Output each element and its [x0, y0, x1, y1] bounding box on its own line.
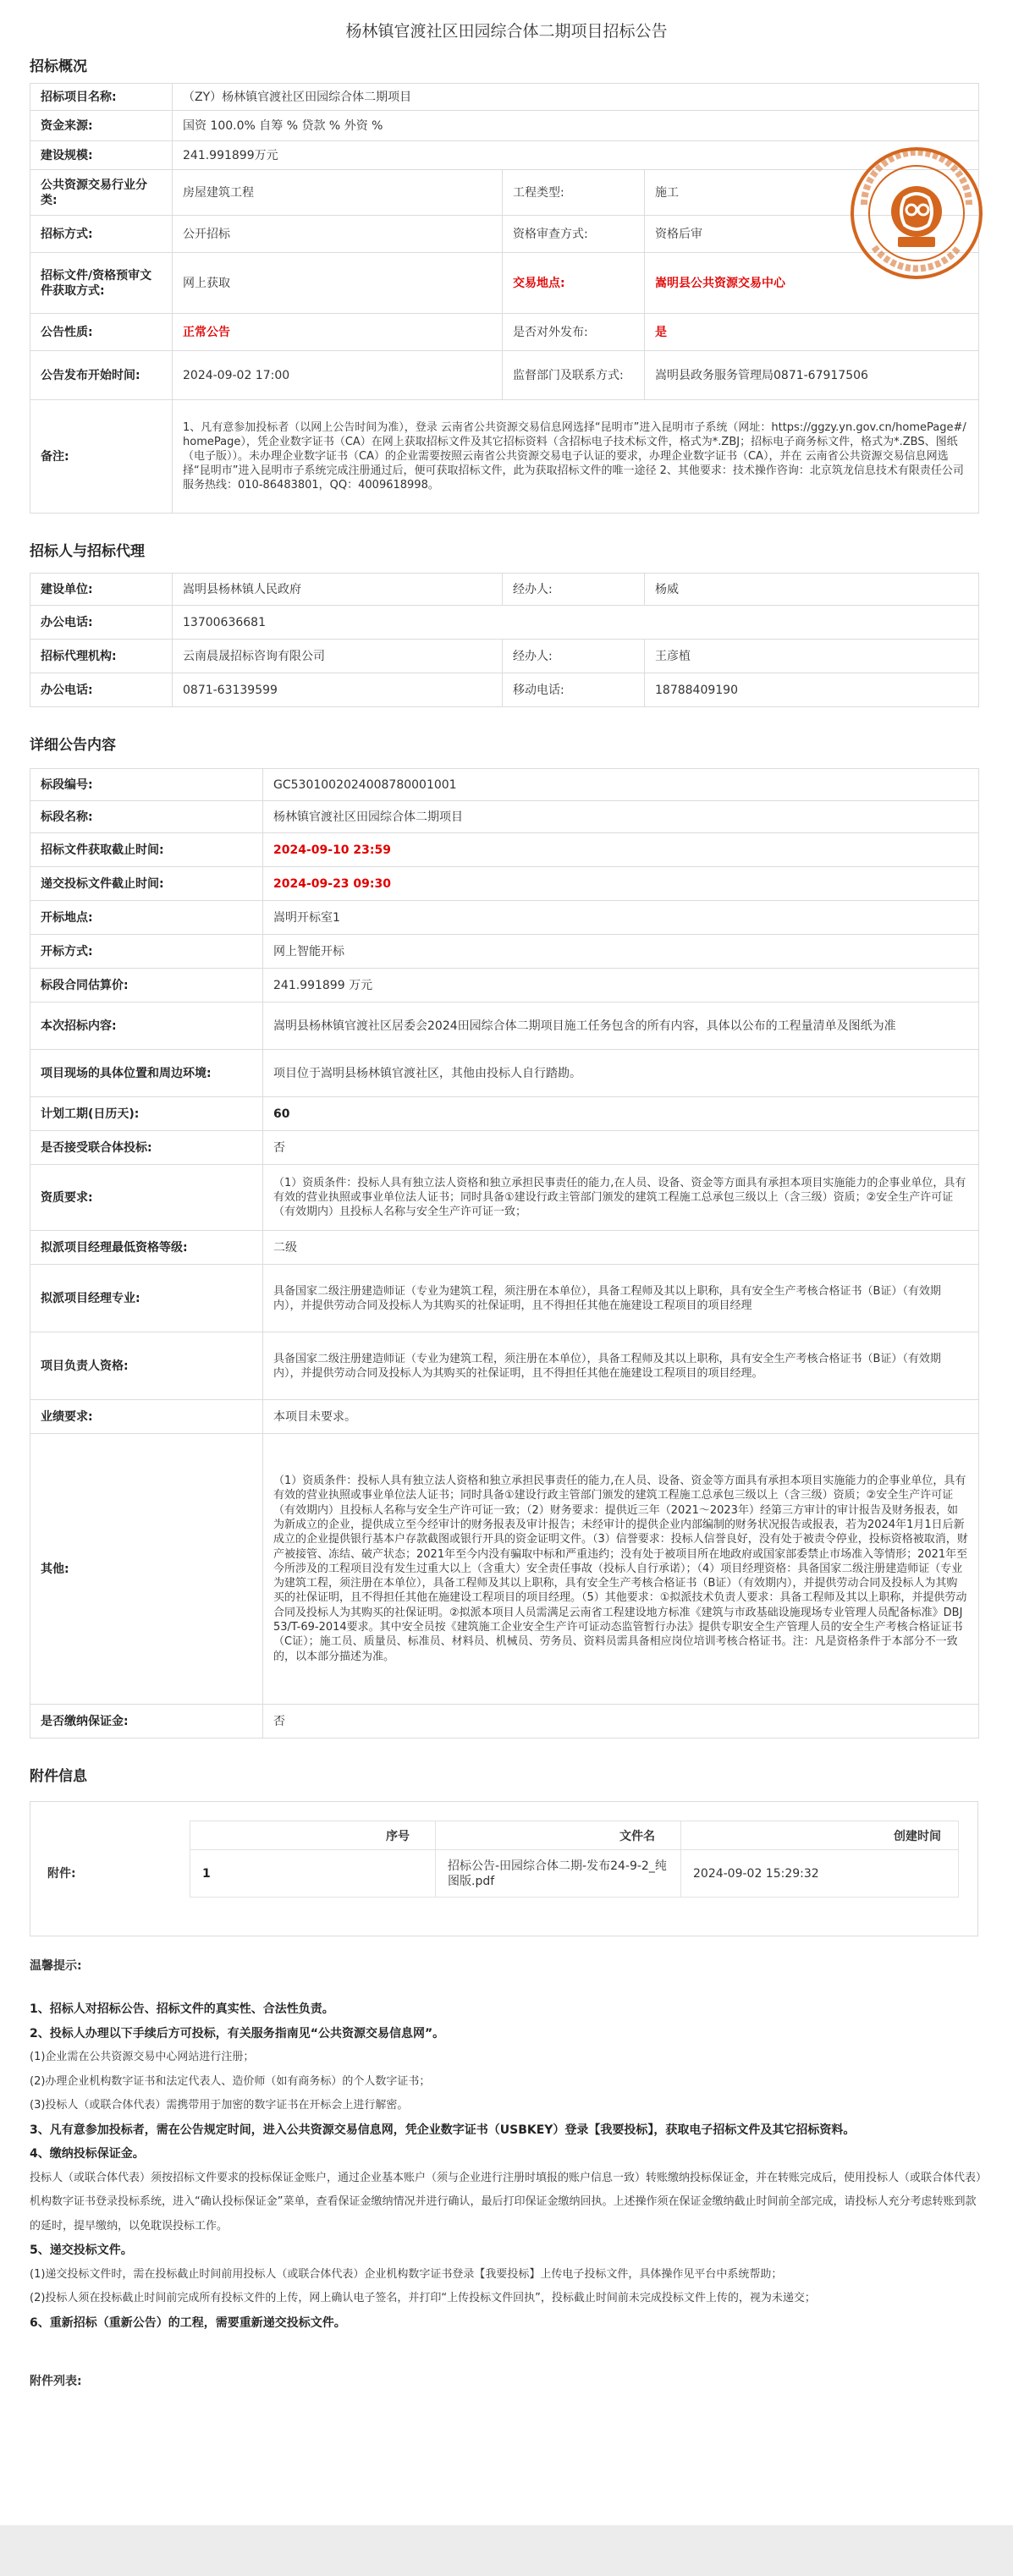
table-row: [30, 801, 979, 833]
detail-label: 是否接受联合体投标:: [30, 1131, 263, 1165]
table-row: [30, 351, 979, 400]
table-row: [30, 901, 979, 935]
nature-value: 正常公告: [173, 314, 503, 351]
notes-line: 2、投标人办理以下手续后方可投标，有关服务指南见“公共资源交易信息网”。: [30, 2026, 445, 2040]
detail-value: 嵩明县杨林镇官渡社区居委会2024田园综合体二期项目施工任务包含的所有内容，具体以公布的工程量清单及图纸为准: [263, 1002, 979, 1050]
seal-stamp-icon: [849, 146, 984, 281]
type-label: 工程类型:: [503, 170, 645, 216]
publish-label: 公告发布开始时间:: [30, 351, 173, 400]
table-row: [30, 640, 979, 673]
detail-value: 2024-09-10 23:59: [263, 833, 979, 867]
section-title-attachments: 附件信息: [30, 1768, 87, 1785]
table-row: [30, 84, 979, 111]
detail-value: 本项目未要求。: [263, 1400, 979, 1434]
notes-line: 4、缴纳投标保证金。: [30, 2147, 145, 2161]
table-row: [30, 1434, 979, 1705]
table-row: [30, 1231, 979, 1265]
table-row: [30, 769, 979, 801]
detail-label: 本次招标内容:: [30, 1002, 263, 1050]
owner-phone-label: 办公电话:: [30, 606, 173, 640]
notes-line: (1)递交投标文件时，需在投标截止时间前用投标人（或联合体代表）企业机构数字证书登录【我要投标】上传电子投标文件，具体操作见平台中系统帮助；: [30, 2267, 783, 2281]
notes-line: 1、招标人对招标公告、招标文件的真实性、合法性负责。: [30, 2002, 334, 2016]
qual-value: 资格后审: [645, 216, 979, 253]
agency-phone-label: 办公电话:: [30, 673, 173, 707]
agency-mobile-value: 18788409190: [645, 673, 979, 707]
table-row: [30, 1705, 979, 1738]
table-row: [30, 606, 979, 640]
online-value: 是: [645, 314, 979, 351]
section-title-detail: 详细公告内容: [30, 737, 116, 754]
agency-label: 招标代理机构:: [30, 640, 173, 673]
online-label: 是否对外发布:: [503, 314, 645, 351]
publish-value: 2024-09-02 17:00: [173, 351, 503, 400]
notes-section: [30, 1936, 983, 2389]
remark-label: 备注:: [30, 400, 173, 514]
notes-line: 6、重新招标（重新公告）的工程，需要重新递交投标文件。: [30, 2315, 346, 2330]
owner-agent-value: 杨威: [645, 574, 979, 606]
detail-label: 开标方式:: [30, 935, 263, 969]
table-row: [30, 111, 979, 141]
section-title-overview: 招标概况: [30, 58, 87, 75]
table-row: [30, 673, 979, 707]
detail-label: 业绩要求:: [30, 1400, 263, 1434]
detail-label: 递交投标文件截止时间:: [30, 867, 263, 901]
detail-value: 项目位于嵩明县杨林镇官渡社区，其他由投标人自行踏勘。: [263, 1050, 979, 1097]
table-row: [30, 1050, 979, 1097]
fund-value: 国资 100.0% 自筹 % 贷款 % 外资 %: [173, 111, 979, 141]
notes-heading: 温馨提示:: [30, 1959, 82, 1973]
notes-line: 5、递交投标文件。: [30, 2244, 133, 2257]
fund-label: 资金来源:: [30, 111, 173, 141]
detail-label: 项目负责人资格:: [30, 1332, 263, 1400]
detail-value: 二级: [263, 1231, 979, 1265]
detail-label: 标段名称:: [30, 801, 263, 833]
table-row: [30, 216, 979, 253]
detail-label: 资质要求:: [30, 1165, 263, 1231]
detail-value: 2024-09-23 09:30: [263, 867, 979, 901]
project-name-label: 招标项目名称:: [30, 84, 173, 111]
category-label: 公共资源交易行业分类:: [30, 170, 173, 216]
table-row: [30, 1400, 979, 1434]
owner-phone-value: 13700636681: [173, 606, 979, 640]
notes-line: 3、凡有意参加投标者，需在公告规定时间，进入公共资源交易信息网，凭企业数字证书（USBKEY）登录【我要投标】，获取电子招标文件及其它招标资料。: [30, 2123, 856, 2137]
table-row: [30, 141, 979, 170]
detail-table: [30, 768, 979, 1738]
attach-header-time: 创建时间: [681, 1821, 959, 1850]
table-row: [30, 1097, 979, 1131]
project-name-value: （ZY）杨林镇官渡社区田园综合体二期项目: [173, 84, 979, 111]
detail-value: （1）资质条件：投标人具有独立法人资格和独立承担民事责任的能力,在人员、设备、资金等方面具有承担本项目实施能力的企事业单位，具有有效的营业执照或事业单位法人证书；同时具备①建设行政主管部门颁发的建筑工程施工总承包三级以上（含三级）资质；②安全生产许可证（有效期内）且投标人名称与安全生产许可证一致；: [263, 1165, 979, 1231]
detail-value: 具备国家二级注册建造师证（专业为建筑工程，须注册在本单位），具备工程师及其以上职称，具有安全生产考核合格证书（B证）（有效期内），并提供劳动合同及投标人为其购买的社保证明，且不得担任其他在施建设工程项目的项目经理。: [263, 1332, 979, 1400]
detail-label: 开标地点:: [30, 901, 263, 935]
category-value: 房屋建筑工程: [173, 170, 503, 216]
attach-list-label: 附件列表:: [30, 2375, 82, 2388]
table-row: [30, 1002, 979, 1050]
detail-value: 否: [263, 1705, 979, 1738]
venue-label: 交易地点:: [503, 253, 645, 314]
detail-label: 招标文件获取截止时间:: [30, 833, 263, 867]
agency-agent-value: 王彦植: [645, 640, 979, 673]
method-label: 招标方式:: [30, 216, 173, 253]
table-row: [30, 314, 979, 351]
detail-label: 标段合同估算价:: [30, 969, 263, 1002]
table-row: [30, 867, 979, 901]
notes-line: 投标人（或联合体代表）须按招标文件要求的投标保证金账户，通过企业基本账户（须与企业进行注册时填报的账户信息一致）转账缴纳投标保证金，并在转账完成后，使用投标人（或联合体代表）机构数字证书登录投标系统，进入“确认投标保证金”菜单，查看保证金缴纳情况并进行确认，最后打印保证金缴纳回执。上述操作须在保证金缴纳截止时间前全部完成，请投标人充分考虑转账到款的延时，提早缴纳，以免耽误投标工作。: [30, 2171, 982, 2233]
attachments-box: [30, 1801, 978, 1936]
notes-line: (2)办理企业机构数字证书和法定代表人、造价师（如有商务标）的个人数字证书；: [30, 2074, 431, 2088]
notes-line: (2)投标人须在投标截止时间前完成所有投标文件的上传，网上确认电子签名，并打印“上传投标文件回执”，投标截止时间前未完成投标文件上传的，视为未递交；: [30, 2292, 816, 2304]
attach-header-no: 序号: [190, 1821, 436, 1850]
overview-table: [30, 83, 979, 514]
scale-value: 241.991899万元: [173, 141, 979, 170]
nature-label: 公告性质:: [30, 314, 173, 351]
owner-agent-label: 经办人:: [503, 574, 645, 606]
detail-label: 标段编号:: [30, 769, 263, 801]
detail-value: 60: [263, 1097, 979, 1131]
table-row: [190, 1850, 959, 1898]
detail-value: 否: [263, 1131, 979, 1165]
detail-value: 241.991899 万元: [263, 969, 979, 1002]
table-row: [30, 833, 979, 867]
notes-body: [30, 1997, 983, 2335]
table-row: [30, 1165, 979, 1231]
venue-value: 嵩明县公共资源交易中心: [645, 253, 979, 314]
table-row: [30, 969, 979, 1002]
remark-value: 1、凡有意参加投标者（以网上公告时间为准），登录 云南省公共资源交易信息网选择“昆明市”进入昆明市子系统（网址：https://ggzy.yn.gov.cn/homePage#/homePage），凭企业数字证书（CA）在网上获取招标文件及其它招标资料（含招标电子技术标文件，格式为*.ZBJ；招标电子商务标文件，格式为*.ZBS、图纸（电子版））。未办理企业数字证书（CA）的企业需要按照云南省公共资源交易电子认证的要求，办理企业数字证书（CA），并在 云南省公共资源交易信息网选择“昆明市”进入昆明市子系统完成注册通过后，便可获取招标文件，此为获取招标文件的唯一途径 2、其他要求：技术操作咨询：北京筑龙信息技术有限责任公司 服务热线：010-86483801，QQ：4009618998。: [173, 400, 979, 514]
doc-method-label: 招标文件/资格预审文件获取方式:: [30, 253, 173, 314]
agency-mobile-label: 移动电话:: [503, 673, 645, 707]
detail-label: 是否缴纳保证金:: [30, 1705, 263, 1738]
table-row: [30, 574, 979, 606]
page-title: 杨林镇官渡社区田园综合体二期项目招标公告: [345, 22, 668, 41]
owner-label: 建设单位:: [30, 574, 173, 606]
detail-value: （1）资质条件：投标人具有独立法人资格和独立承担民事责任的能力,在人员、设备、资金等方面具有承担本项目实施能力的企事业单位，具有有效的营业执照或事业单位法人证书；同时具备①建设行政主管部门颁发的建筑工程施工总承包三级以上（含三级）资质；②安全生产许可证（有效期内）且投标人名称与安全生产许可证一致；（2）财务要求：提供近三年（2021～2023年）经第三方审计的审计报告及财务报表，如为新成立的企业，提供成立至今经审计的财务报表及审计报告；未经审计的提供企业内部编制的财务状况报告或报表，若为2024年1月1日后新成立的企业提供银行基本户存款截图或银行开具的资金证明文件。（3）信誉要求：投标人信誉良好，没有处于被责令停业，投标资格被取消，财产被接管、冻结、破产状态；2021年至今内没有骗取中标和严重违约；没有处于被项目所在地政府或国家部委禁止市场准入等情形；2021年至今所涉及的工程项目没有发生过重大以上（含重大）安全责任事故（投标人自行承诺）；（4）项目经理资格：具备国家二级注册建造师证（专业为建筑工程，须注册在本单位），具备工程师及其以上职称，具有安全生产考核合格证书（B证）（有效期内），并提供劳动合同及投标人为其购买的社保证明，且不得担任其他在施建设工程项目的项目经理。（5）其他要求：①拟派技术负责人要求：具备工程师及其以上职称，并提供劳动合同及投标人为其购买的社保证明。②拟派本项目人员需满足云南省工程建设地方标准《建筑与市政基础设施现场专业管理人员配备标准》DBJ53/T-69-2014要求。其中安全员按《建筑施工企业安全生产许可证动态监管暂行办法》提供专职安全生产管理人员的安全生产考核合格证证书（C证）；施工员、质量员、标准员、材料员、机械员、劳务员、资料员需具备相应岗位培训考核合格证书。注：凡是资格条件于本部分不一致的，以本部分描述为准。: [263, 1434, 979, 1705]
attach-header-name: 文件名: [436, 1821, 681, 1850]
attachments-header-row: [190, 1821, 959, 1850]
section-title-parties: 招标人与招标代理: [30, 543, 145, 560]
attachments-label: 附件:: [47, 1867, 76, 1881]
doc-method-value: 网上获取: [173, 253, 503, 314]
table-row: [30, 253, 979, 314]
agency-phone-value: 0871-63139599: [173, 673, 503, 707]
method-value: 公开招标: [173, 216, 503, 253]
qual-label: 资格审查方式:: [503, 216, 645, 253]
detail-value: GC5301002024008780001001: [263, 769, 979, 801]
agency-value: 云南晨晟招标咨询有限公司: [173, 640, 503, 673]
detail-label: 项目现场的具体位置和周边环境:: [30, 1050, 263, 1097]
detail-value: 网上智能开标: [263, 935, 979, 969]
detail-value: 具备国家二级注册建造师证（专业为建筑工程，须注册在本单位），具备工程师及其以上职称，具有安全生产考核合格证书（B证）（有效期内），并提供劳动合同及投标人为其购买的社保证明，且不得担任其他在施建设工程项目的项目经理: [263, 1265, 979, 1332]
detail-label: 拟派项目经理最低资格等级:: [30, 1231, 263, 1265]
detail-value: 嵩明开标室1: [263, 901, 979, 935]
supervisor-value: 嵩明县政务服务管理局0871-67917506: [645, 351, 979, 400]
notes-line: (3)投标人（或联合体代表）需携带用于加密的数字证书在开标会上进行解密。: [30, 2099, 409, 2112]
attach-row-no: 1: [190, 1850, 436, 1898]
attach-file-link[interactable]: 招标公告-田园综合体二期-发布24-9-2_纯图版.pdf: [436, 1850, 681, 1898]
type-value: 施工: [645, 170, 979, 216]
owner-value: 嵩明县杨林镇人民政府: [173, 574, 503, 606]
table-row: [30, 170, 979, 216]
supervisor-label: 监督部门及联系方式:: [503, 351, 645, 400]
notes-line: (1)企业需在公共资源交易中心网站进行注册；: [30, 2051, 255, 2063]
detail-label: 计划工期(日历天):: [30, 1097, 263, 1131]
agency-agent-label: 经办人:: [503, 640, 645, 673]
table-row: [30, 400, 979, 514]
attachments-table: [190, 1821, 959, 1898]
table-row: [30, 1265, 979, 1332]
detail-value: 杨林镇官渡社区田园综合体二期项目: [263, 801, 979, 833]
detail-label: 其他:: [30, 1434, 263, 1705]
parties-table: [30, 573, 979, 707]
attach-row-time: 2024-09-02 15:29:32: [681, 1850, 959, 1898]
table-row: [30, 935, 979, 969]
detail-label: 拟派项目经理专业:: [30, 1265, 263, 1332]
table-row: [30, 1131, 979, 1165]
table-row: [30, 1332, 979, 1400]
scale-label: 建设规模:: [30, 141, 173, 170]
